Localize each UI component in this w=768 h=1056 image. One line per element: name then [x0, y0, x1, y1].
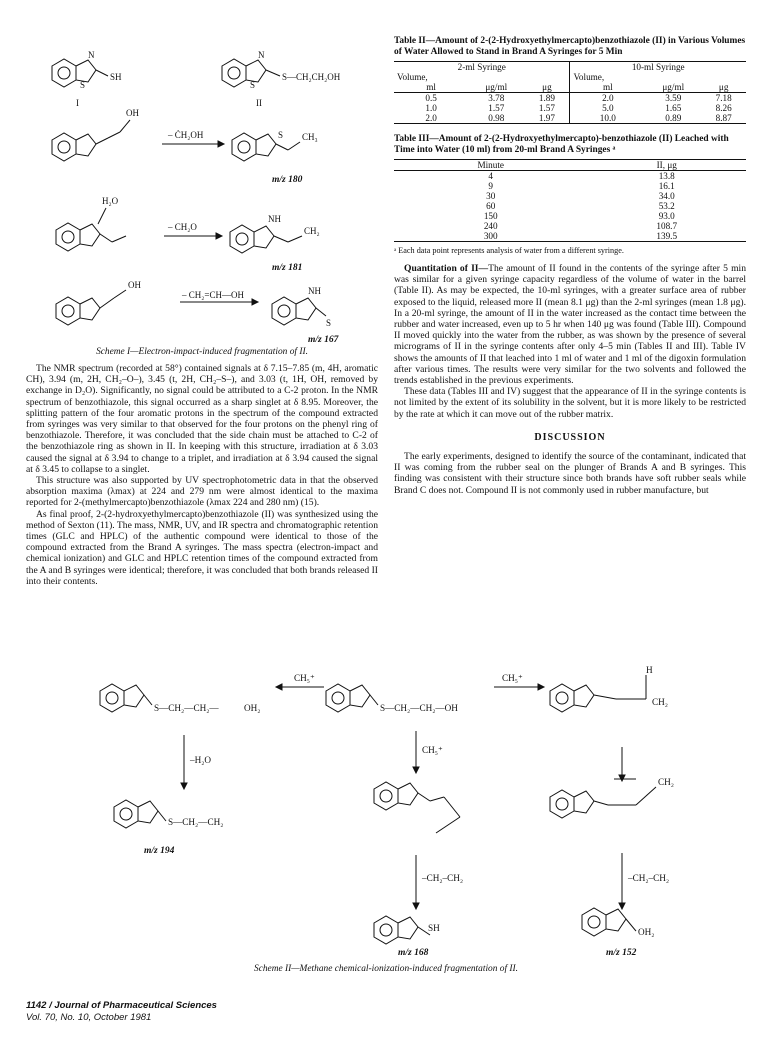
row3-product [230, 225, 302, 253]
left-body-text [26, 363, 378, 587]
oh2-label: OH₂ [244, 703, 261, 713]
row4-reactant [56, 290, 126, 325]
step2-loss: – CH₂O [168, 222, 197, 232]
paragraph-quantitation: Quantitation of II—The amount of II found in the contents of the syringe after 5 min was similar for a given syringe capacity regardless of the volume of water in the barrel (Table II). As may be expected, the 10-ml syringes, with a greater surface area of rubber exposed to the liquid, released more II (mean 8.1 μg) than the 2-ml syringes (mean 1.8 μg). In a 20-ml syringe, the amount of II in the water increased as the contact time between the rubber and water increased, even up to 5 hr when 140 μg was found (Table III). Compound II moved quickly into the water from the rubber, as was shown by the presence of several micrograms of II in the syringe contents after only 4–5 min (Tables II and III). Table IV shows the amounts of II that leached into 1 ml of water and 1 ml of the digoxin formulation after various times. The results were very similar for the two solvents and followed the trends established in the previous experiments. [394, 263, 746, 387]
paragraph-discussion: The early experiments, designed to identify the source of the contaminant, indicated that II was coming from the rubber seal on the plunger of Brands A and B syringes. This finding was consistent with their structure since both brands have soft rubber seals while Brand C does not. Compound II is not commonly used in rubber manufacture, but [394, 451, 746, 496]
scheme-1-caption: Scheme I—Electron-impact-induced fragmentation of II. [96, 347, 308, 357]
row2-product [232, 133, 300, 161]
loss-center: –CH₂–CH₂ [422, 873, 464, 883]
svg-text:CH₂: CH₂ [304, 226, 320, 236]
loss-right: –CH₂–CH₂ [628, 873, 670, 883]
side-chain-label: S—CH₂CH₂OH [282, 72, 341, 82]
svg-text:OH: OH [128, 280, 141, 290]
ch5-label-center: CH₅⁺ [422, 745, 443, 755]
svg-text:NH: NH [268, 214, 281, 224]
table-2: 2-ml Syringe 10-ml Syringe Volume, Volume, ml μg/ml μg ml μg/ml μg 0.5 3.78 1.89 2.0 3.59 7.18 1.0 1.57 1.57 5.0 1.65 8.26 2.0 0.98 1.97 10.0 0.89 8.87 [394, 61, 746, 124]
mz-167: m/z 167 [308, 335, 339, 345]
row4-product [272, 297, 326, 325]
mz194-chain: S—CH₂—CH₂ [168, 817, 224, 827]
table-row: 240 108.7 [483, 221, 678, 231]
atom-s: S [80, 80, 86, 90]
left-chain: S—CH₂—CH₂— [154, 703, 219, 713]
table-3-footnote: ᵃ Each data point represents analysis of water from a different syringe. [394, 246, 624, 255]
scheme-2-figure [26, 665, 746, 958]
discussion-heading: DISCUSSION [534, 431, 606, 443]
compound-1-label: I [76, 98, 79, 108]
svg-text:OH₂: OH₂ [638, 927, 655, 937]
table-row: 1.0 1.57 1.57 5.0 1.65 8.26 [425, 103, 732, 113]
svg-text:CH₃: CH₃ [302, 132, 318, 142]
mz-194: m/z 194 [144, 846, 175, 856]
mz-181: m/z 181 [272, 263, 303, 273]
svg-text:H₂O: H₂O [102, 196, 119, 206]
table-row: 2.0 0.98 1.97 10.0 0.89 8.87 [394, 113, 746, 124]
row3-reactant [56, 208, 126, 251]
arrowhead-1 [218, 141, 224, 147]
ch5-label-left: CH₅⁺ [294, 673, 315, 683]
paragraph-final-proof: As final proof, 2-(2-hydroxyethylmercapto)benzothiazole (II) was synthesized using the method of Sexton (11). The mass, NMR, UV, and IR spectra and chromatographic retention times (GLC and HPLC) of the authentic compound were identical to those of the compound extracted from the Brand A syringes. The mass spectra (electron-impact and chemical ionization) and GLC and HPLC retention times of the compound extracted from the A and B syringes were identical; therefore, it was concluded that both brands released II into their contents. [26, 508, 378, 587]
atom-n-2: N [258, 50, 265, 60]
table-row: 9 16.1 [488, 181, 675, 191]
step1-loss: – ĊH₂OH [168, 130, 204, 140]
left-column [26, 36, 378, 587]
table-row: 60 53.2 [486, 201, 675, 211]
step3-loss: – CH₂=CH—OH [182, 290, 244, 300]
svg-text:OH: OH [126, 108, 139, 118]
mz-180: m/z 180 [272, 175, 303, 185]
footer-volume: Vol. 70, No. 10, October 1981 [26, 1012, 152, 1023]
right-body-text [394, 263, 746, 496]
table-row: 0.5 3.78 1.89 2.0 3.59 7.18 [425, 93, 732, 103]
arrowhead-3 [252, 299, 258, 305]
arrowhead-2 [216, 233, 222, 239]
paragraph-nmr: The NMR spectrum (recorded at 58°) contained signals at δ 7.15–7.85 (m, 4H, aromatic CH), 3.94 (m, 2H, CH₂–O–), 3.45 (t, 2H, CH₂–S–), and 3.03 (t, 1H, OH, removed by exchange in D₂O). Significantly, no signal could be attributed to a C-2 proton. In the NMR spectrum of benzothiazole, this signal occurred as a sharp singlet at δ 8.95. Moreover, the splitting pattern of the four aromatic protons in the spectrum of the compound extracted from syringes was very similar to that observed for the four protons on the phenyl ring of benzothiazole. Therefore, it was concluded that the side chain must be attached to C-2 of the benzothiazole ring as shown in II. In keeping with this structure, irradiation at δ 3.03 caused the signal at δ 3.94 to change to a triplet, and irradiation at δ 3.94 caused the signal at δ 3.45 to collapse to a singlet. [26, 363, 378, 475]
svg-text:S: S [326, 318, 332, 328]
svg-text:H: H [646, 665, 653, 675]
table-2-title: Table II—Amount of 2-(2-Hydroxyethylmercapto)benzothiazole (II) in Various Volumes of Water Allowed to Stand in Brand A Syringes for 5 Min [394, 36, 746, 57]
table-row: 4 13.8 [488, 171, 675, 181]
scheme-1-figure [26, 36, 378, 345]
atom-n: N [88, 50, 95, 60]
paragraph-data-suggest: These data (Tables III and IV) suggest that the appearance of II in the syringe contents is not limited by the extent of its solubility in the solvent, but it is more likely to be restricted by the rate at which it can move out of the rubber matrix. [394, 386, 746, 420]
atom-s-2: S [250, 80, 256, 90]
table-2-group-10ml: 10-ml Syringe [631, 62, 685, 72]
right-column [394, 36, 746, 496]
sh-label: SH [110, 72, 122, 82]
ch5-label-right: CH₅⁺ [502, 673, 523, 683]
scheme-2-area [26, 665, 746, 975]
table-row: 150 93.0 [483, 211, 675, 221]
footer-journal: 1142 / Journal of Pharmaceutical Sciences [26, 1000, 217, 1011]
table-row: 300 139.5 [394, 231, 746, 242]
svg-text:CH₂: CH₂ [652, 697, 668, 707]
row2-reactant [52, 120, 130, 161]
page-footer [26, 1000, 217, 1024]
mz-152: m/z 152 [606, 948, 637, 958]
table-3 [394, 159, 746, 242]
scheme-2-caption: Scheme II—Methane chemical-ionization-induced fragmentation of II. [254, 964, 518, 974]
table-3-col-minute: Minute [477, 160, 504, 170]
table-row: 30 34.0 [486, 191, 675, 201]
table-2-group-2ml: 2-ml Syringe [394, 62, 570, 73]
table-3-col-value: II, μg [656, 160, 677, 170]
svg-text:NH: NH [308, 286, 321, 296]
loss-h2o: –H₂O [190, 755, 212, 765]
svg-text:S: S [278, 130, 284, 140]
run-in-heading: Quantitation of II— [404, 263, 489, 274]
table-3-title: Table III—Amount of 2-(2-Hydroxyethylmercapto)-benzothiazole (II) Leached with Time into Water (10 ml) from 20-ml Brand A Syringes ᵃ [394, 134, 729, 155]
center-chain: S—CH₂—CH₂—OH [380, 703, 458, 713]
mz-168: m/z 168 [398, 948, 429, 958]
svg-text:SH: SH [428, 923, 440, 933]
svg-text:CH₂: CH₂ [658, 777, 674, 787]
compound-2-label: II [256, 98, 262, 108]
paragraph-uv: This structure was also supported by UV spectrophotometric data in that the observed absorption maxima (λmax) at 224 and 279 nm were almost identical to the maxima reported for 2-(methylmercapto)benzothiazole (λmax 224 and 280 nm) (15). [26, 475, 378, 509]
